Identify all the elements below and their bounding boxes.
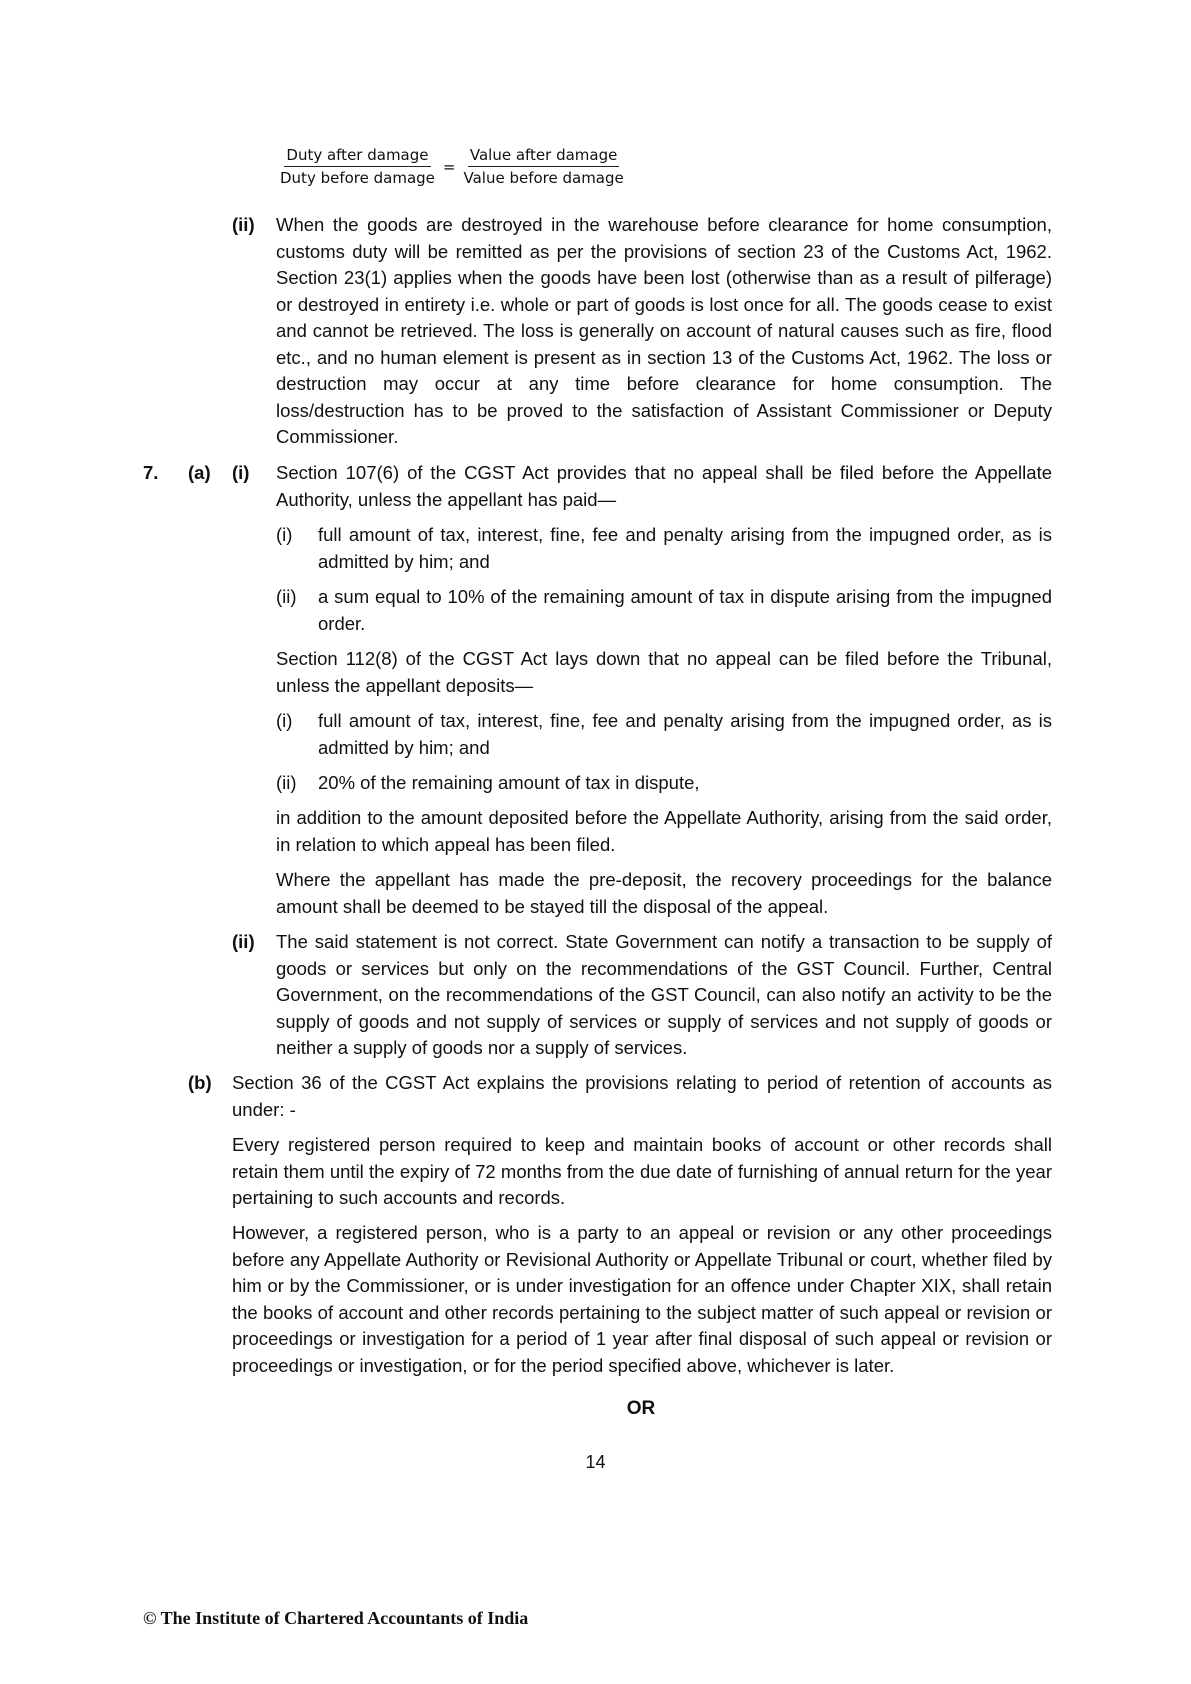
- duty-before-damage: Duty before damage: [280, 169, 435, 187]
- part-b-label: (b): [188, 1072, 212, 1093]
- footer-copyright: © The Institute of Chartered Accountants of India: [143, 1608, 529, 1628]
- duty-fraction: [278, 146, 437, 187]
- retention-exception-paragraph: However, a registered person, who is a party to an appeal or revision or any other proceedings before any Appellate Authority or Revisional Authority or Appellate Tribunal or court, whether filed by him or by the Commissioner, or is under investigation for an offence under Chapter XIX, shall retain the books of account and other records pertaining to the subject matter of such appeal or revision or proceedings or investigation for a period of 1 year after final disposal of such appeal or revision or proceedings or investigation, or for the period specified above, whichever is later.: [232, 1222, 1052, 1376]
- page-number: 14: [585, 1452, 606, 1472]
- damage-formula: [278, 146, 626, 187]
- retention-paragraph: Every registered person required to keep and maintain books of account or other records shall retain them until the expiry of 72 months from the due date of furnishing of annual return for the year pertaining to such accounts and records.: [232, 1134, 1052, 1208]
- or-separator: OR: [626, 1398, 656, 1419]
- appellate-item-label: (ii): [276, 586, 297, 607]
- appellate-item-label: (i): [276, 524, 293, 545]
- equals-sign: =: [442, 157, 456, 176]
- duty-after-damage: Duty after damage: [284, 146, 430, 167]
- tribunal-item-label: (i): [276, 710, 293, 731]
- tribunal-item-text: 20% of the remaining amount of tax in dispute,: [318, 772, 700, 793]
- item-ii-paragraph: When the goods are destroyed in the warehouse before clearance for home consumption, customs duty will be remitted as per the provisions of section 23 of the Customs Act, 1962. Section 23(1) applies when the goods have been lost (otherwise than as a result of pilferage) or destroyed in entirety i.e. whole or part of goods is lost once for all. The goods cease to exist and cannot be retrieved. The loss is generally on account of natural causes such as fire, flood etc., and no human element is present as in section 13 of the Customs Act, 1962. The loss or destruction may occur at any time before clearance for home consumption. The loss/destruction has to be proved to the satisfaction of Assistant Commissioner or Deputy Commissioner.: [276, 214, 1052, 447]
- sub-i-label: (i): [232, 462, 250, 483]
- tribunal-item-label: (ii): [276, 772, 297, 793]
- part-a-label: (a): [188, 462, 211, 483]
- sub-ii-label: (ii): [232, 931, 255, 952]
- tribunal-intro: Section 112(8) of the CGST Act lays down that no appeal can be filed before the Tribunal, unless the appellant deposits—: [276, 648, 1052, 696]
- appellate-item-text: full amount of tax, interest, fine, fee and penalty arising from the impugned order, as is admitted by him; and: [318, 524, 1052, 572]
- value-before-damage: Value before damage: [463, 169, 624, 187]
- addition-paragraph: in addition to the amount deposited before the Appellate Authority, arising from the said order, in relation to which appeal has been filed.: [276, 807, 1052, 855]
- value-after-damage: Value after damage: [468, 146, 619, 167]
- part-b-intro: Section 36 of the CGST Act explains the provisions relating to period of retention of accounts as under: -: [232, 1072, 1052, 1120]
- item-ii-label: (ii): [232, 214, 255, 235]
- question-number: 7.: [143, 462, 159, 483]
- sub-i-intro: Section 107(6) of the CGST Act provides that no appeal shall be filed before the Appellate Authority, unless the appellant has paid—: [276, 462, 1052, 510]
- appellate-item-text: a sum equal to 10% of the remaining amount of tax in dispute arising from the impugned order.: [318, 586, 1052, 634]
- value-fraction: [461, 146, 625, 187]
- sub-ii-paragraph: The said statement is not correct. State Government can notify a transaction to be supply of goods or services but only on the recommendations of the GST Council. Further, Central Government, on the recommendations of the GST Council, can also notify an activity to be the supply of goods and not supply of services or supply of services and not supply of goods or neither a supply of goods nor a supply of services.: [276, 931, 1052, 1058]
- predeposit-paragraph: Where the appellant has made the pre-deposit, the recovery proceedings for the balance amount shall be deemed to be stayed till the disposal of the appeal.: [276, 869, 1052, 917]
- tribunal-item-text: full amount of tax, interest, fine, fee and penalty arising from the impugned order, as is admitted by him; and: [318, 710, 1052, 758]
